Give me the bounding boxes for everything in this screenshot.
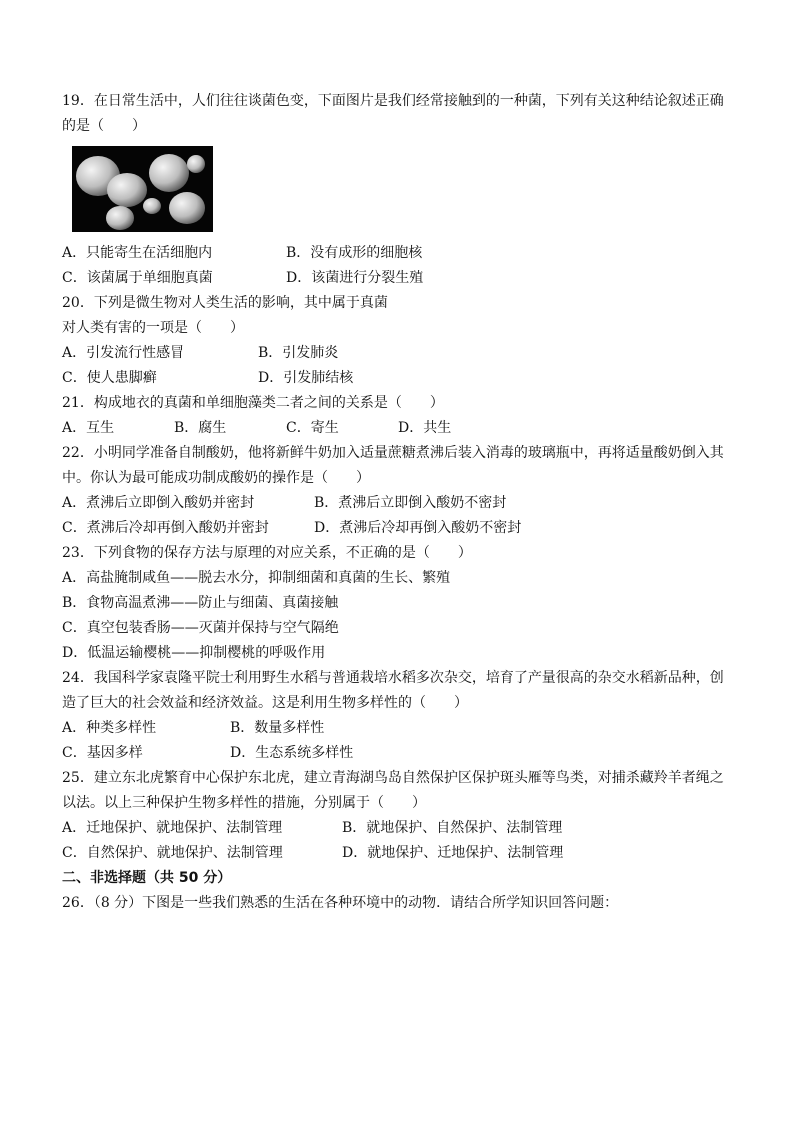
q24-option-d: D．生态系统多样性 bbox=[230, 745, 354, 761]
q19-option-c: C．该菌属于单细胞真菌 bbox=[62, 270, 213, 286]
q20-option-a: A．引发流行性感冒 bbox=[62, 345, 185, 361]
q25-option-d: D．就地保护、迁地保护、法制管理 bbox=[342, 845, 564, 861]
question-26-line-1: 26．（8 分）下图是一些我们熟悉的生活在各种环境中的动物．请结合所学知识回答问题： bbox=[62, 895, 619, 911]
q25-option-b: B．就地保护、自然保护、法制管理 bbox=[342, 820, 563, 836]
q21-option-c: C．寄生 bbox=[286, 420, 339, 436]
question-24-line-1: 24．我国科学家袁隆平院士利用野生水稻与普通栽培水稻多次杂交，培育了产量很高的杂交水稻新品种，创 bbox=[62, 670, 724, 686]
q23-option-d: D．低温运输樱桃——抑制樱桃的呼吸作用 bbox=[62, 645, 326, 661]
question-22-line-2: 中。你认为最可能成功制成酸奶的操作是（ ） bbox=[62, 470, 370, 486]
q22-option-d: D．煮沸后冷却再倒入酸奶不密封 bbox=[314, 520, 522, 536]
q20-option-d: D．引发肺结核 bbox=[258, 370, 354, 386]
q19-option-d: D．该菌进行分裂生殖 bbox=[286, 270, 424, 286]
section-2-title: 二、非选择题（共 50 分） bbox=[62, 870, 232, 886]
q23-option-a: A．高盐腌制咸鱼——脱去水分，抑制细菌和真菌的生长、繁殖 bbox=[62, 570, 451, 586]
q19-option-b: B．没有成形的细胞核 bbox=[286, 245, 423, 261]
q24-option-c: C．基因多样 bbox=[62, 745, 143, 761]
q19-option-a: A．只能寄生在活细胞内 bbox=[62, 245, 213, 261]
yeast-micrograph-image bbox=[72, 146, 213, 232]
q25-option-a: A．迁地保护、就地保护、法制管理 bbox=[62, 820, 283, 836]
q20-option-b: B．引发肺炎 bbox=[258, 345, 339, 361]
q21-option-d: D．共生 bbox=[398, 420, 452, 436]
question-22-line-1: 22．小明同学准备自制酸奶，他将新鲜牛奶加入适量蔗糖煮沸后装入消毒的玻璃瓶中，再将适量酸奶倒入其 bbox=[62, 445, 724, 461]
q21-option-a: A．互生 bbox=[62, 420, 115, 436]
q24-option-a: A．种类多样性 bbox=[62, 720, 157, 736]
q22-option-a: A．煮沸后立即倒入酸奶并密封 bbox=[62, 495, 255, 511]
question-20-line-1: 20．下列是微生物对人类生活的影响，其中属于真菌 bbox=[62, 295, 388, 311]
q22-option-c: C．煮沸后冷却再倒入酸奶并密封 bbox=[62, 520, 269, 536]
question-23-line-1: 23．下列食物的保存方法与原理的对应关系，不正确的是（ ） bbox=[62, 545, 472, 561]
question-24-line-2: 造了巨大的社会效益和经济效益。这是利用生物多样性的（ ） bbox=[62, 695, 468, 711]
q24-option-b: B．数量多样性 bbox=[230, 720, 325, 736]
question-20-line-2: 对人类有害的一项是（ ） bbox=[62, 320, 244, 336]
q23-option-b: B．食物高温煮沸——防止与细菌、真菌接触 bbox=[62, 595, 339, 611]
q22-option-b: B．煮沸后立即倒入酸奶不密封 bbox=[314, 495, 507, 511]
question-19-line-2: 的是（ ） bbox=[62, 118, 146, 134]
question-21-line-1: 21．构成地衣的真菌和单细胞藻类二者之间的关系是（ ） bbox=[62, 395, 444, 411]
question-25-line-2: 以法。以上三种保护生物多样性的措施，分别属于（ ） bbox=[62, 795, 426, 811]
q20-option-c: C．使人患脚癣 bbox=[62, 370, 157, 386]
q25-option-c: C．自然保护、就地保护、法制管理 bbox=[62, 845, 283, 861]
question-19-line-1: 19．在日常生活中，人们往往谈菌色变，下面图片是我们经常接触到的一种菌，下列有关这种结论叙述正确 bbox=[62, 93, 724, 109]
question-25-line-1: 25．建立东北虎繁育中心保护东北虎，建立青海湖鸟岛自然保护区保护斑头雁等鸟类，对捕杀藏羚羊者绳之 bbox=[62, 770, 724, 786]
q23-option-c: C．真空包装香肠——灭菌并保持与空气隔绝 bbox=[62, 620, 339, 636]
q21-option-b: B．腐生 bbox=[174, 420, 227, 436]
